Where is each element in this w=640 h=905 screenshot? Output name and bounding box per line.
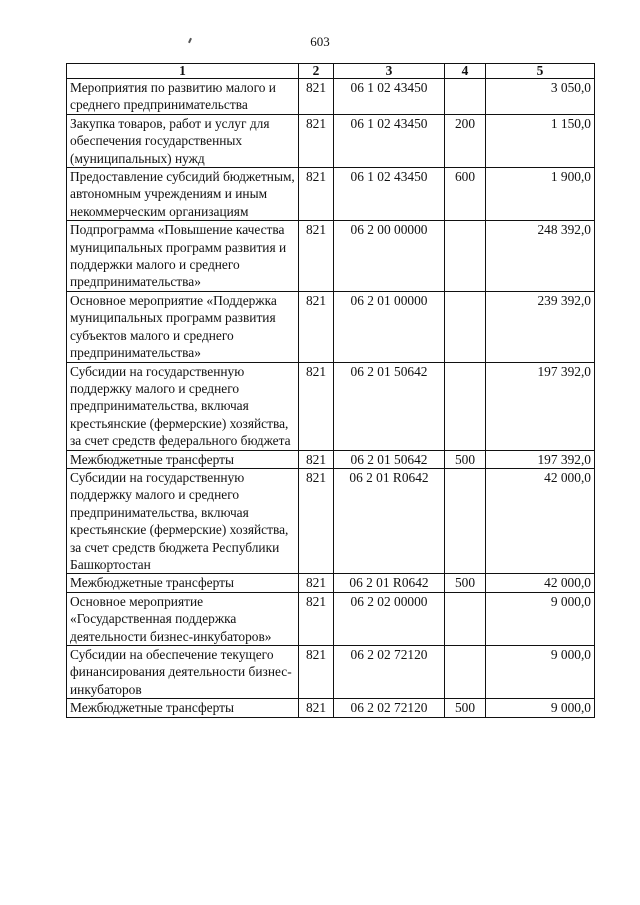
cell-code: 06 2 01 50642 [334,362,445,450]
table-row [67,362,595,450]
cell-admin: 821 [299,221,334,292]
cell-name: Межбюджетные трансферты [67,450,299,468]
cell-code: 06 2 01 00000 [334,291,445,362]
cell-type: 500 [445,450,486,468]
cell-name: Закупка товаров, работ и услуг для обеспечения государственных (муниципальных) нужд [67,114,299,167]
table-row [67,646,595,699]
cell-code: 06 2 01 R0642 [334,574,445,592]
cell-type: 500 [445,699,486,717]
cell-amount: 42 000,0 [486,468,595,573]
budget-table [66,63,595,718]
cell-amount: 9 000,0 [486,592,595,645]
cell-admin: 821 [299,592,334,645]
cell-amount: 42 000,0 [486,574,595,592]
cell-name: Субсидии на государственную поддержку малого и среднего предпринимательства, включая крестьянские (фермерские) хозяйства, за счет средств бюджета Республики Башкортостан [67,468,299,573]
cell-admin: 821 [299,468,334,573]
cell-code: 06 2 02 72120 [334,646,445,699]
table-header [67,64,595,79]
cell-name: Субсидии на обеспечение текущего финансирования деятельности бизнес-инкубаторов [67,646,299,699]
table-row [67,699,595,717]
table-row [67,291,595,362]
cell-name: Субсидии на государственную поддержку малого и среднего предпринимательства, включая крестьянские (фермерские) хозяйства, за счет средств федерального бюджета [67,362,299,450]
cell-code: 06 1 02 43450 [334,114,445,167]
table-row [67,574,595,592]
table-row [67,79,595,115]
cell-code: 06 1 02 43450 [334,168,445,221]
cell-amount: 197 392,0 [486,362,595,450]
header-col-4: 4 [445,64,486,79]
cell-admin: 821 [299,574,334,592]
cell-name: Основное мероприятие «Поддержка муниципальных программ развития субъектов малого и среднего предпринимательства» [67,291,299,362]
cell-admin: 821 [299,450,334,468]
cell-amount: 3 050,0 [486,79,595,115]
cell-name: Межбюджетные трансферты [67,574,299,592]
cell-type [445,646,486,699]
cell-code: 06 1 02 43450 [334,79,445,115]
table-row [67,468,595,573]
cell-amount: 9 000,0 [486,646,595,699]
header-col-2: 2 [299,64,334,79]
cell-type [445,468,486,573]
table-row [67,450,595,468]
table-row [67,114,595,167]
table-body [67,79,595,718]
table-row [67,168,595,221]
table-row [67,221,595,292]
cell-admin: 821 [299,114,334,167]
cell-type: 500 [445,574,486,592]
cell-type: 600 [445,168,486,221]
cell-amount: 1 900,0 [486,168,595,221]
cell-type [445,291,486,362]
cell-amount: 1 150,0 [486,114,595,167]
cell-code: 06 2 02 00000 [334,592,445,645]
cell-admin: 821 [299,362,334,450]
cell-amount: 9 000,0 [486,699,595,717]
cell-amount: 248 392,0 [486,221,595,292]
cell-code: 06 2 01 R0642 [334,468,445,573]
table-row [67,592,595,645]
cell-type [445,362,486,450]
cell-type [445,221,486,292]
cell-name: Мероприятия по развитию малого и среднего предпринимательства [67,79,299,115]
cell-admin: 821 [299,79,334,115]
cell-type: 200 [445,114,486,167]
cell-amount: 197 392,0 [486,450,595,468]
cell-name: Подпрограмма «Повышение качества муниципальных программ развития и поддержки малого и среднего предпринимательства» [67,221,299,292]
cell-code: 06 2 01 50642 [334,450,445,468]
header-col-1: 1 [67,64,299,79]
cell-name: Основное мероприятие «Государственная поддержка деятельности бизнес-инкубаторов» [67,592,299,645]
cell-name: Предоставление субсидий бюджетным, автономным учреждениям и иным некоммерческим организациям [67,168,299,221]
cell-admin: 821 [299,646,334,699]
cell-name: Межбюджетные трансферты [67,699,299,717]
cell-admin: 821 [299,291,334,362]
cell-admin: 821 [299,168,334,221]
header-col-5: 5 [486,64,595,79]
cell-type [445,79,486,115]
cell-code: 06 2 02 72120 [334,699,445,717]
cell-amount: 239 392,0 [486,291,595,362]
cell-admin: 821 [299,699,334,717]
cell-code: 06 2 00 00000 [334,221,445,292]
header-col-3: 3 [334,64,445,79]
cell-type [445,592,486,645]
header-row [67,64,595,79]
page-number: 603 [310,34,330,49]
